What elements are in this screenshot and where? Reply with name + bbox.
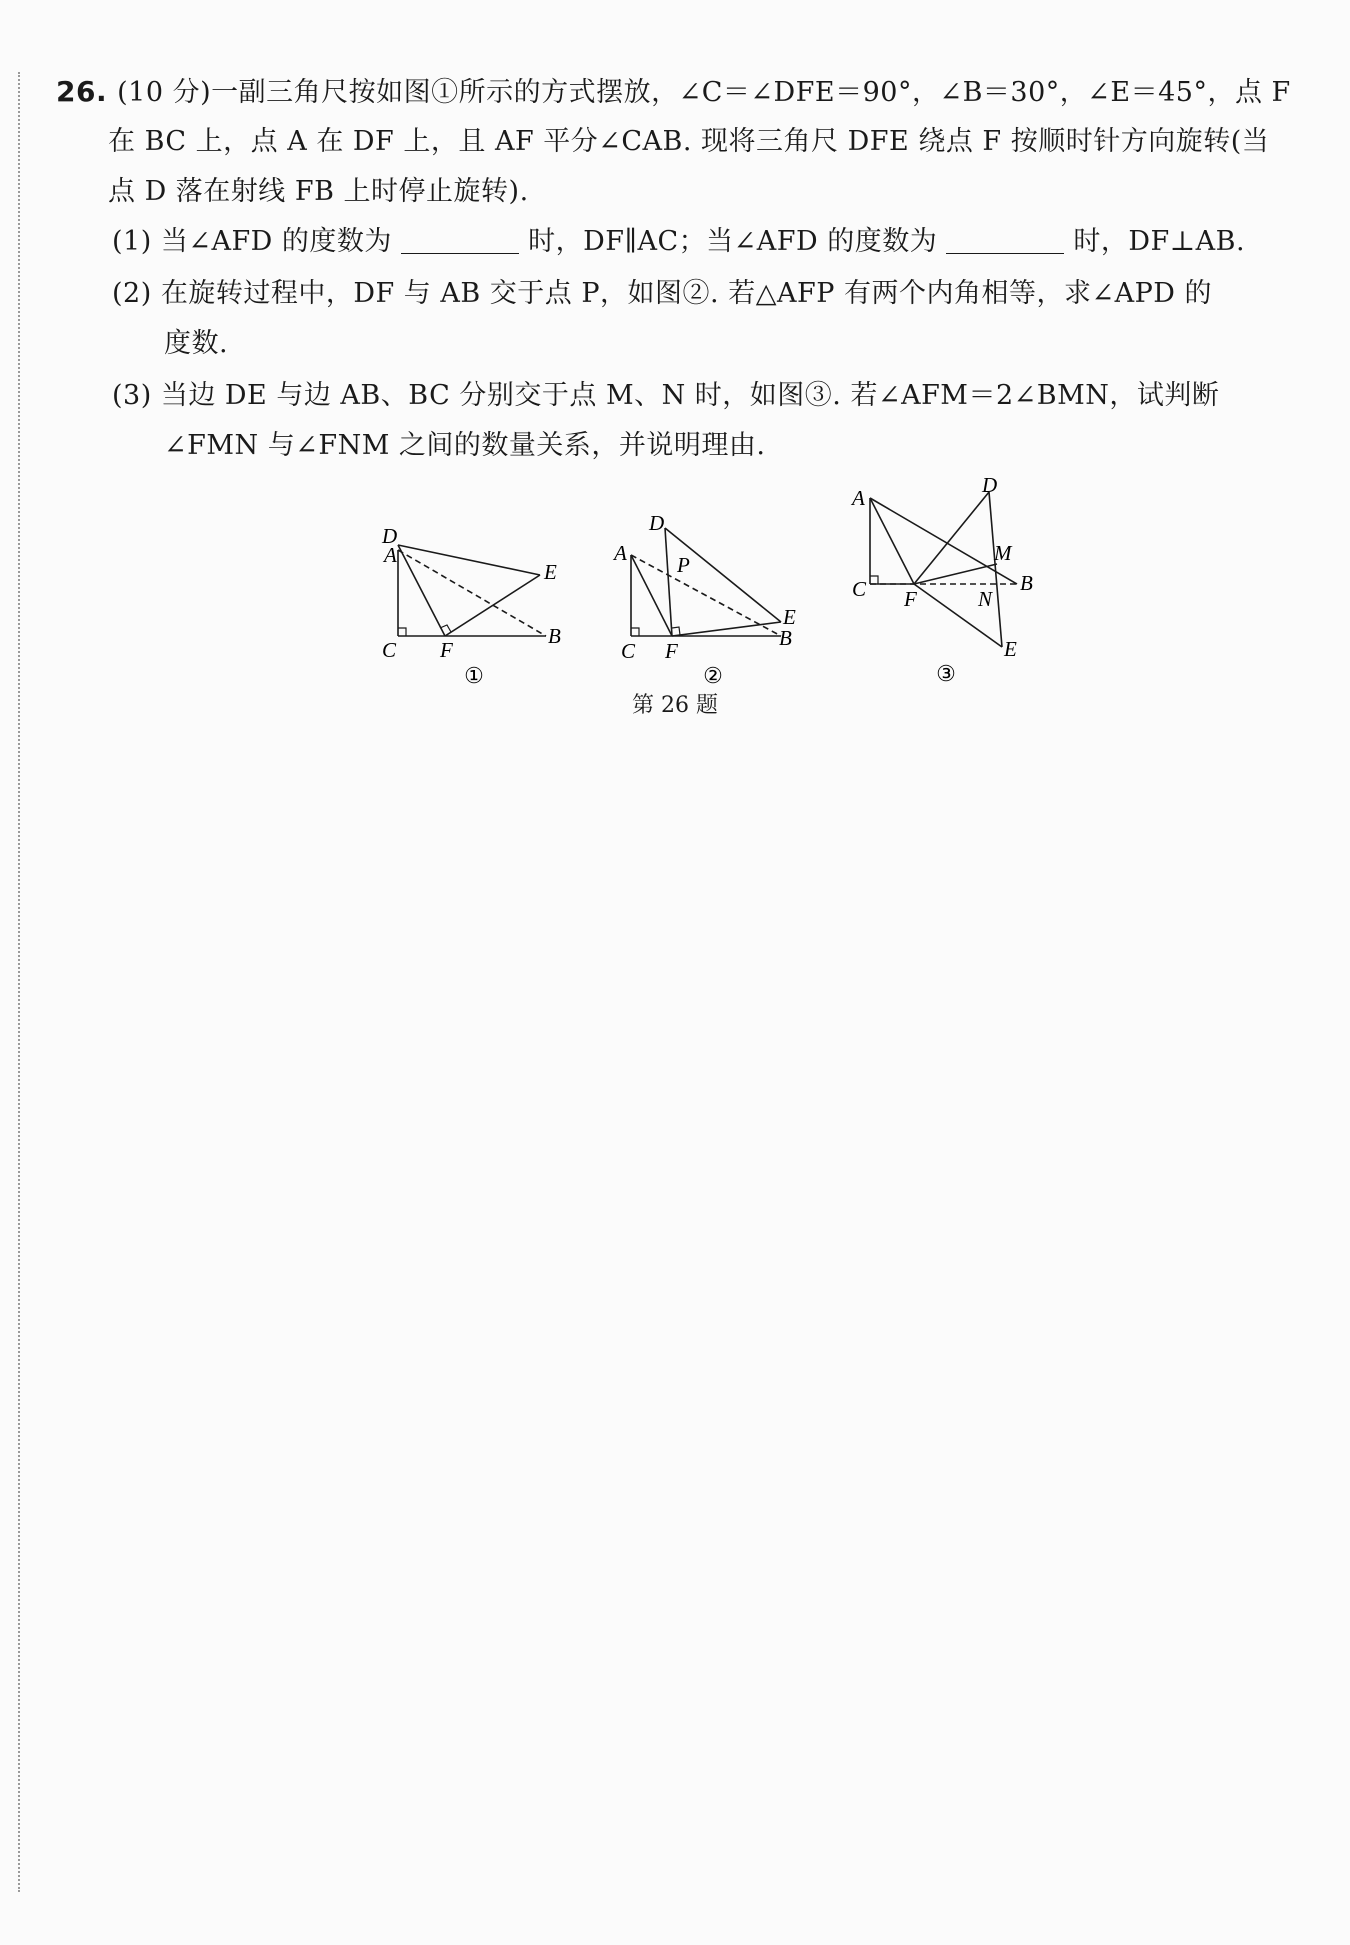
fig1-label-c: C <box>382 638 397 662</box>
figure-1-diagram <box>370 515 580 695</box>
fig3-label-a: A <box>852 486 865 510</box>
answer-blank-2[interactable] <box>946 225 1064 254</box>
question-line-1 <box>56 72 1291 113</box>
fig2-label-d: D <box>649 511 665 535</box>
fig1-right-angle-c <box>398 628 406 636</box>
fig2-label-a: A <box>614 541 627 565</box>
fig2-right-angle-c <box>631 628 639 636</box>
fig1-side-ab-dashed <box>398 550 546 636</box>
part-1-text-c: 时，DF⊥AB. <box>1073 226 1246 257</box>
answer-blank-1[interactable] <box>401 225 519 254</box>
fig2-side-df <box>665 528 672 636</box>
fig3-side-fd <box>914 492 989 584</box>
part-3-line-1: (3) 当边 DE 与边 AB、BC 分别交于点 M、N 时，如图③. 若∠AFM＝2∠BMN，试判断 <box>112 380 1220 411</box>
figure-2-diagram <box>603 510 813 695</box>
part-1 <box>112 222 1245 262</box>
fig1-side-df <box>398 545 445 636</box>
fig3-label-c: C <box>852 577 867 601</box>
figure-3-diagram <box>842 472 1052 687</box>
question-text-1: (10 分)一副三角尺按如图①所示的方式摆放，∠C＝∠DFE＝90°，∠B＝30°，∠E＝45°，点 F <box>117 77 1291 108</box>
fig3-label-m: M <box>994 541 1012 565</box>
part-2-line-1: (2) 在旋转过程中，DF 与 AB 交于点 P，如图②. 若△AFP 有两个内角相等，求∠APD 的 <box>112 278 1212 309</box>
fig1-side-fe <box>445 575 540 636</box>
fig1-label-f: F <box>440 638 453 662</box>
fig2-label-f: F <box>665 639 678 663</box>
question-line-2: 在 BC 上，点 A 在 DF 上，且 AF 平分∠CAB. 现将三角尺 DFE 绕点 F 按顺时针方向旋转(当 <box>108 126 1270 157</box>
fig2-label-b: B <box>779 626 792 650</box>
fig3-label-f: F <box>904 587 917 611</box>
fig3-line-fm <box>914 564 997 584</box>
fig3-label-d: D <box>982 473 998 497</box>
part-2-line-2: 度数. <box>164 328 229 359</box>
fig2-side-af <box>631 555 672 636</box>
fig1-caption: ① <box>464 664 484 689</box>
fig3-right-angle-c <box>870 576 878 584</box>
part-3-line-2: ∠FMN 与∠FNM 之间的数量关系，并说明理由. <box>164 430 766 461</box>
figure-1 <box>370 515 580 695</box>
fig2-label-c: C <box>621 639 636 663</box>
fig2-label-e: E <box>783 605 796 629</box>
fig2-side-ab-dashed <box>631 555 781 636</box>
margin-dotted-line <box>18 72 20 1892</box>
fig1-label-b: B <box>548 624 561 648</box>
fig1-label-e: E <box>544 560 557 584</box>
fig1-label-a: A <box>384 543 397 567</box>
fig2-side-fe <box>672 622 781 636</box>
question-number: 26. <box>56 75 108 108</box>
fig2-label-p: P <box>677 553 690 577</box>
figure-2 <box>603 510 813 695</box>
figure-caption: 第 26 题 <box>632 693 718 718</box>
fig1-label-d: D <box>382 524 398 548</box>
part-1-text-a: (1) 当∠AFD 的度数为 <box>112 226 392 257</box>
part-1-text-b: 时，DF∥AC；当∠AFD 的度数为 <box>528 226 938 257</box>
fig3-caption: ③ <box>936 662 956 687</box>
figure-3 <box>842 472 1052 687</box>
fig2-caption: ② <box>703 664 723 689</box>
fig3-label-e: E <box>1004 637 1017 661</box>
fig2-right-angle-f <box>672 627 680 635</box>
fig3-label-b: B <box>1020 571 1033 595</box>
fig3-label-n: N <box>978 587 993 611</box>
question-line-3: 点 D 落在射线 FB 上时停止旋转). <box>108 176 529 207</box>
fig1-side-de <box>398 545 540 575</box>
